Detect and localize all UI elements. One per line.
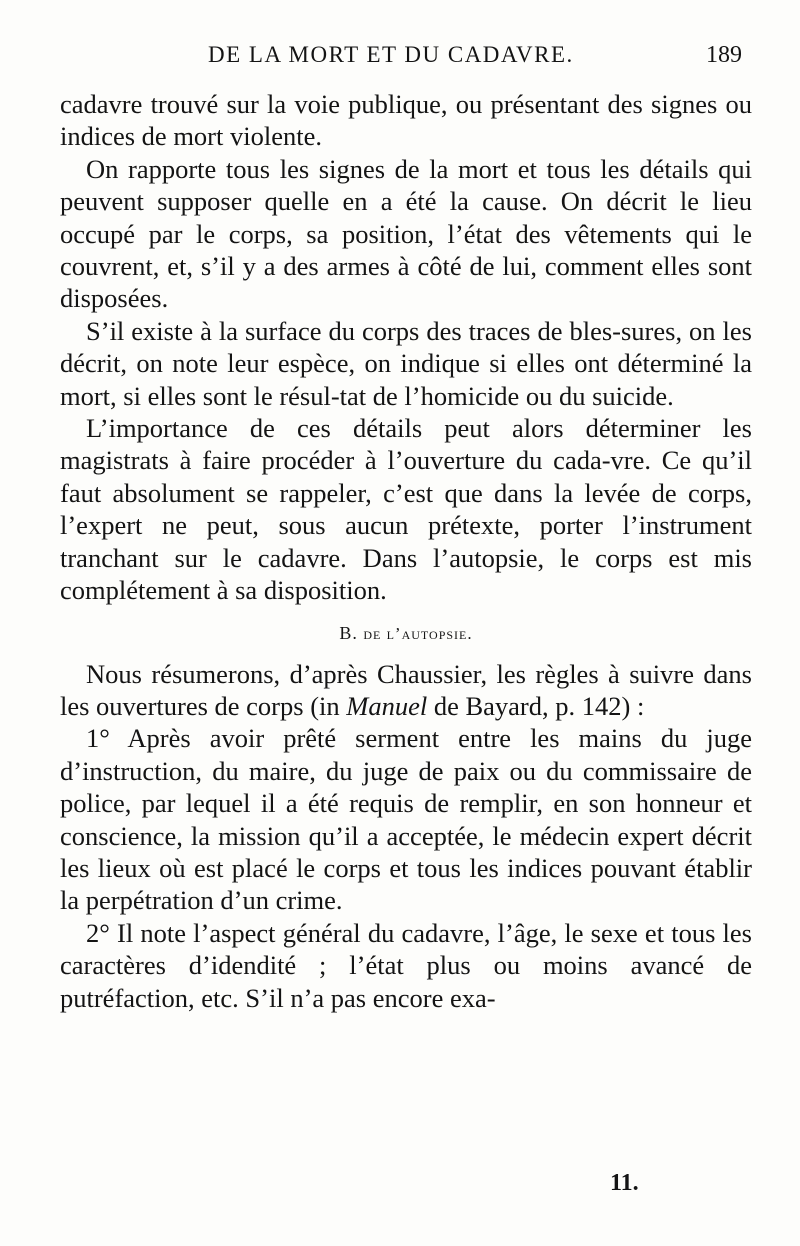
paragraph-signs: On rapporte tous les signes de la mort et tous les détails qui peuvent supposer quelle en a été la cause. On décrit le lieu occupé par le corps, sa position, l’état des vêtements qui le couvrent, et, s’il y a des armes à côté de lui, comment elles sont disposées.	[60, 153, 752, 314]
manuel-italic: Manuel	[346, 690, 428, 721]
page-number: 189	[706, 42, 742, 68]
paragraph-importance: L’importance de ces détails peut alors déterminer les magistrats à faire procéder à l’ouverture du cada-vre. Ce qu’il faut absolument se rappeler, c’est que dans la levée de corps, l’expert ne peut, sous aucun prétexte, porter l’instrument tranchant sur le cadavre. Dans l’autopsie, le corps est mis complétement à sa disposition.	[60, 413, 752, 606]
running-title: DE LA MORT ET DU CADAVRE.	[208, 42, 574, 67]
paragraph-chaussier-start: Nous résumerons, d’après Chaussier, les règles à suivre dans les ouvertures de corps (in	[60, 658, 752, 721]
section-letter: B.	[339, 622, 358, 643]
signature-mark: 11.	[610, 1170, 639, 1196]
section-heading	[60, 623, 752, 644]
paragraph-chaussier	[60, 658, 752, 723]
paragraph-rule-2: 2° Il note l’aspect général du cadavre, l’âge, le sexe et tous les caractères d’idendité ; l’état plus ou moins avancé de putréfaction, etc. S’il n’a pas encore exa-	[60, 917, 752, 1013]
paragraph-chaussier-end: de Bayard, p. 142) :	[427, 690, 645, 721]
section-title: de l’autopsie.	[363, 623, 473, 643]
running-head	[60, 42, 742, 82]
paragraph-continuation: cadavre trouvé sur la voie publique, ou présentant des signes ou indices de mort violente.	[60, 89, 752, 152]
body-text	[60, 88, 752, 1014]
paragraph-rule-1: 1° Après avoir prêté serment entre les mains du juge d’instruction, du maire, du juge de paix ou du commissaire de police, par lequel il a été requis de remplir, en son honneur et conscience, la mission qu’il a acceptée, le médecin expert décrit les lieux où est placé le corps et tous les indices pouvant établir la perpétration d’un crime.	[60, 723, 752, 916]
paragraph-wounds: S’il existe à la surface du corps des traces de bles-sures, on les décrit, on note leur espèce, on indique si elles ont déterminé la mort, si elles sont le résul-tat de l’homicide ou du suicide.	[60, 315, 752, 411]
